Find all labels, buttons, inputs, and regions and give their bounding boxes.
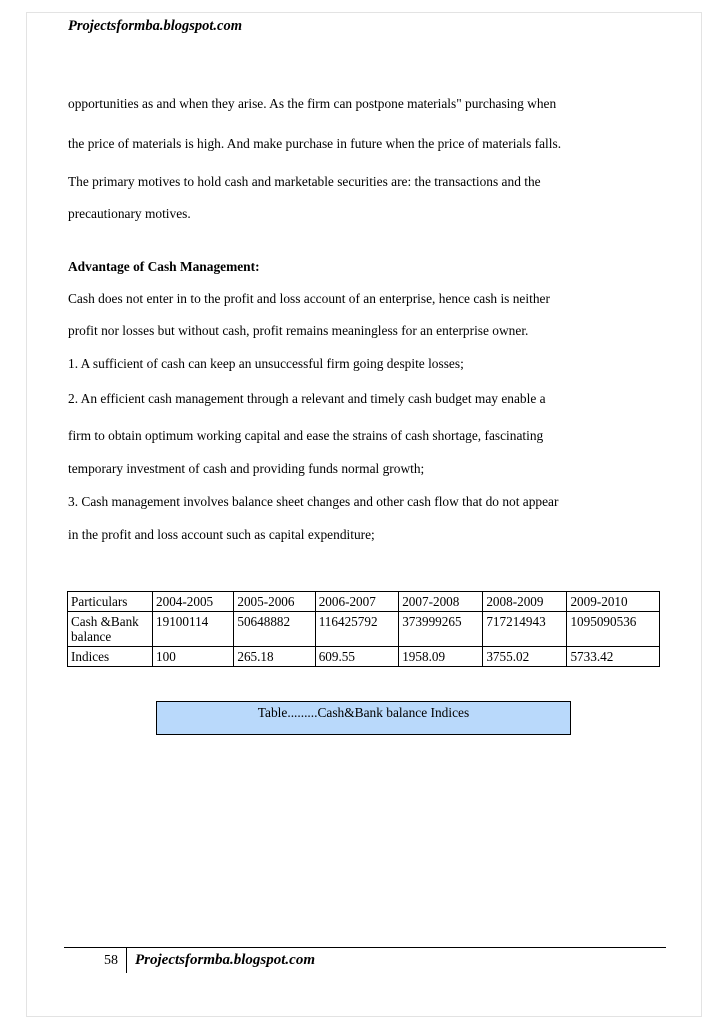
page-border [26,12,702,1017]
table-header-cell: 2004-2005 [153,592,234,612]
table-cell: 3755.02 [483,647,567,667]
footer-separator [126,948,127,973]
table-header-cell: Particulars [68,592,153,612]
table-cell: 100 [153,647,234,667]
table-cell: 1095090536 [567,612,660,647]
table-cell: Indices [68,647,153,667]
body-line: 1. A sufficient of cash can keep an unsuccessful firm going despite losses; [68,356,464,371]
cash-bank-table [67,591,660,667]
page-header: Projectsformba.blogspot.com [68,18,242,34]
body-line: firm to obtain optimum working capital and ease the strains of cash shortage, fascinating [68,428,544,443]
table-cell: 1958.09 [399,647,483,667]
table-header-cell: 2006-2007 [315,592,399,612]
body-line: 3. Cash management involves balance sheet changes and other cash flow that do not appear [68,494,559,509]
table-row [68,647,660,667]
footer-rule [64,947,666,948]
table-header-cell: 2008-2009 [483,592,567,612]
footer-site: Projectsformba.blogspot.com [135,952,315,968]
table-header-row [68,592,660,612]
table-cell: 373999265 [399,612,483,647]
table-cell: 116425792 [315,612,399,647]
body-line: profit nor losses but without cash, profit remains meaningless for an enterprise owner. [68,323,529,338]
table-cell: 717214943 [483,612,567,647]
table-cell: 265.18 [234,647,315,667]
body-line: temporary investment of cash and providing funds normal growth; [68,461,425,476]
body-line: opportunities as and when they arise. As the firm can postpone materials" purchasing when [68,96,557,111]
table-caption: Table.........Cash&Bank balance Indices [156,701,571,735]
table-cell: 50648882 [234,612,315,647]
table-cell: 5733.42 [567,647,660,667]
table-header-cell: 2009-2010 [567,592,660,612]
body-line: precautionary motives. [68,206,191,221]
table-header-cell: 2007-2008 [399,592,483,612]
page-number: 58 [104,953,118,968]
table-header-cell: 2005-2006 [234,592,315,612]
table-cell: 609.55 [315,647,399,667]
body-line: the price of materials is high. And make purchase in future when the price of materials falls. [68,136,562,151]
table-row [68,612,660,647]
table-cell: 19100114 [153,612,234,647]
body-line: Cash does not enter in to the profit and loss account of an enterprise, hence cash is neither [68,291,550,306]
body-line: in the profit and loss account such as capital expenditure; [68,527,375,542]
table-cell: Cash &Bank balance [68,612,153,647]
body-line: The primary motives to hold cash and marketable securities are: the transactions and the [68,174,541,189]
section-heading: Advantage of Cash Management: [68,259,260,274]
body-line: 2. An efficient cash management through a relevant and timely cash budget may enable a [68,391,546,406]
